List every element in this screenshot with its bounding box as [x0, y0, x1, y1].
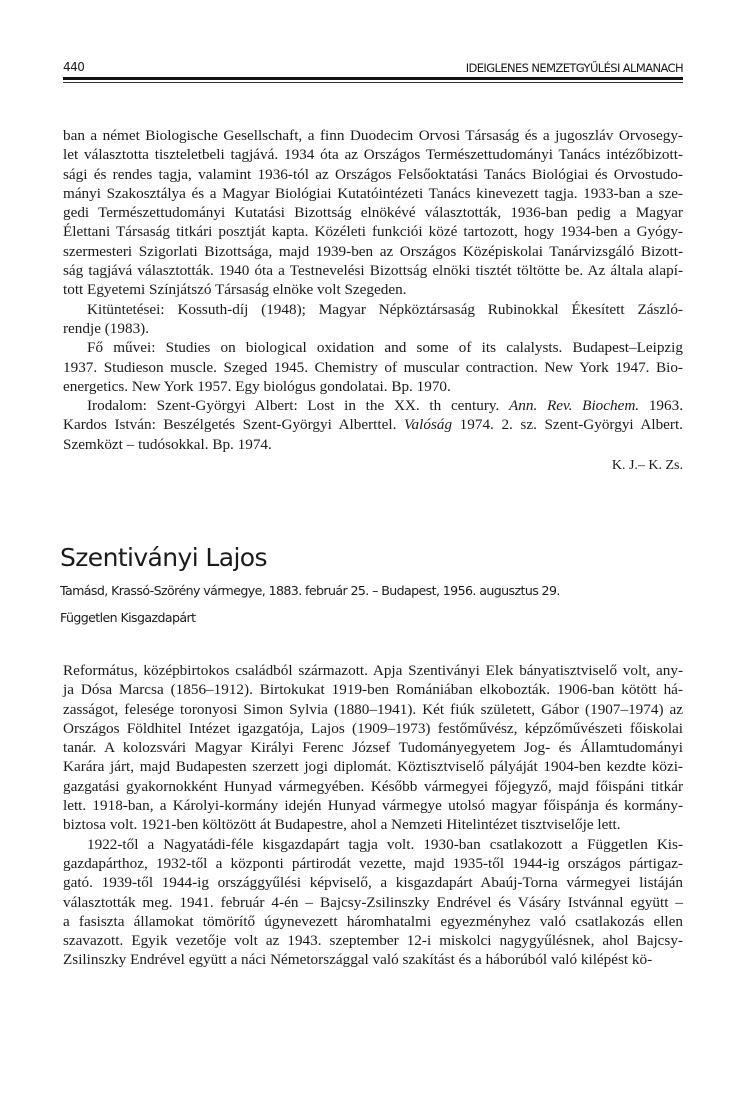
text-line: Kitüntetései: Kossuth-díj (1948); Magyar Népköztársaság Rubinokkal Ékesített Zászló-	[87, 300, 683, 318]
previous-entry-text	[63, 126, 683, 454]
text-line: ság tagjává választották. 1940 óta a Testnevelési Bizottság elnöki tisztét töltötte be. Az általa alapí-	[63, 262, 683, 280]
entry-paragraph	[63, 661, 683, 835]
previous-entry-paragraph	[63, 396, 683, 454]
page-header	[63, 60, 683, 84]
text-line: tott Egyetemi Színjátszó Társaság elnöke volt Szegeden.	[63, 281, 407, 299]
entry-body-text	[63, 661, 683, 970]
text-line: mányi Szakosztálya és a Magyar Biológiai Kutatóintézeti Tanács kinevezett tagja. 1933-ban a sze-	[63, 184, 683, 202]
entry-name: Szentiványi Lajos	[60, 543, 267, 572]
text-line: tanár. A kolozsvári Magyar Királyi Ferenc József Tudományegyetem Jog- és Államtudományi	[63, 739, 683, 757]
text-line: Szemközt – tudósokkal. Bp. 1974.	[63, 435, 272, 453]
text-line: választották meg. 1941. február 4-én – Bajcsy-Zsilinszky Endrével és Vásáry Istvánnal együtt –	[63, 893, 683, 911]
previous-entry-paragraph	[63, 126, 683, 300]
text-line: let választotta tiszteletbeli tagjává. 1934 óta az Országos Természettudományi Tanács intézőbizott-	[63, 146, 683, 164]
text-line: ban a német Biologische Gesellschaft, a finn Duodecim Orvosi Társaság és a jugoszláv Orvosegy-	[63, 127, 683, 144]
text-line: Élettani Társaság titkári posztját kapta. Közéleti funkciói közé tartozott, hogy 1934-ben a Gyógy-	[63, 223, 683, 241]
text-line: gató. 1939-től 1944-ig országgyűlési képviselő, a kisgazdapárt Abaúj-Torna vármegyei listáján	[63, 874, 683, 892]
text-line: lett. 1918-ban, a Károlyi-kormány idején Hunyad vármegye utolsó magyar főispánja és kormány-	[63, 797, 683, 815]
text-line: ja Dósa Marcsa (1856–1912). Birtokukat 1919-ben Romániában elkobozták. 1906-ban kötött há-	[63, 681, 683, 699]
entry-paragraph	[63, 835, 683, 970]
text-line: gazgatási gyakornokként Hunyad vármegyében. Később vármegyei főjegyző, majd főispáni titkár	[63, 777, 683, 795]
author-signature: K. J.– K. Zs.	[611, 458, 683, 473]
text-line: sági és rendes tagja, valamint 1936-tól az Országos Felsőoktatási Tanács Biológiai és Orvostudo-	[63, 165, 683, 183]
text-line: Zsilinszky Endrével együtt a náci Németországgal való szakítást és a háborúból való kilépést kö-	[63, 951, 653, 969]
journal-title: Valóság	[403, 416, 453, 434]
journal-title: Ann. Rev. Biochem.	[509, 397, 640, 415]
entry-party: Független Kisgazdapárt	[60, 610, 196, 625]
text-line: gazdapárthoz, 1932-től a központi pártirodát vezette, majd 1935-től 1944-ig országos pártigaz-	[63, 854, 683, 872]
text-line: a fasiszta államokat tömörítő úgynevezett háromhatalmi egyezményhez való csatlakozás ellen	[63, 912, 683, 930]
previous-entry-paragraph	[63, 300, 683, 339]
text-line: Fő művei: Studies on biological oxidation and some of its calalysts. Budapest–Leipzig	[87, 339, 683, 357]
entry-birth-death: Tamásd, Krassó-Szörény vármegye, 1883. február 25. – Budapest, 1956. augusztus 29.	[60, 583, 560, 598]
header-rule-thin	[63, 82, 683, 83]
text-line: gedi Természettudományi Kutatási Bizottság elnökévé választották, 1936-ban pedig a Magyar	[63, 204, 683, 222]
page-number: 440	[63, 60, 85, 74]
text-line: zasságot, felesége toronyosi Simon Sylvia (1880–1941). Két fiúk született, Gábor (1907–1974) az	[63, 700, 683, 718]
text-line: Irodalom: Szent-Györgyi Albert: Lost in the XX. th century. Ann. Rev. Biochem. 1963.	[87, 397, 684, 415]
text-line: Kardos István: Beszélgetés Szent-Györgyi Alberttel. Valóság 1974. 2. sz. Szent-Györgyi Albert.	[63, 416, 683, 434]
header-rule	[63, 77, 683, 80]
text-line: Karára járt, majd Budapesten szerzett jogi diplomát. Köztisztviselő pályáját 1904-ben kezdte közi-	[63, 758, 683, 776]
running-title: IDEIGLENES NEMZETGYŰLÉSI ALMANACH	[465, 61, 683, 75]
text-line: rendje (1983).	[63, 319, 150, 337]
text-line: szermesteri Szigorlati Bizottsága, majd 1939-ben az Országos Középiskolai Tanárvizsgáló Bizott-	[63, 242, 683, 260]
text-line: 1922-től a Nagyatádi-féle kisgazdapárt tagja volt. 1930-ban csatlakozott a Független Kis-	[87, 835, 683, 853]
previous-entry-paragraph	[63, 338, 683, 396]
text-line: Országos Földhitel Intézet igazgatója, Lajos (1909–1973) festőművész, képzőművészeti főiskolai	[63, 719, 683, 737]
text-line: Református, középbirtokos családból származott. Apja Szentiványi Elek bányatisztviselő volt, any-	[63, 662, 683, 679]
text-line: biztosa volt. 1921-ben költözött át Budapestre, ahol a Nemzeti Hitelintézet tisztviselője lett.	[63, 816, 621, 834]
text-line: 1937. Studieson muscle. Szeged 1945. Chemistry of muscular contraction. New York 1947. Bio-	[63, 358, 683, 376]
text-line: szavazott. Egyik vezetője volt az 1943. szeptember 12-i miskolci nagygyűlésnek, ahol Bajcsy-	[63, 932, 683, 950]
text-line: energetics. New York 1957. Egy biológus gondolatai. Bp. 1970.	[63, 377, 451, 395]
